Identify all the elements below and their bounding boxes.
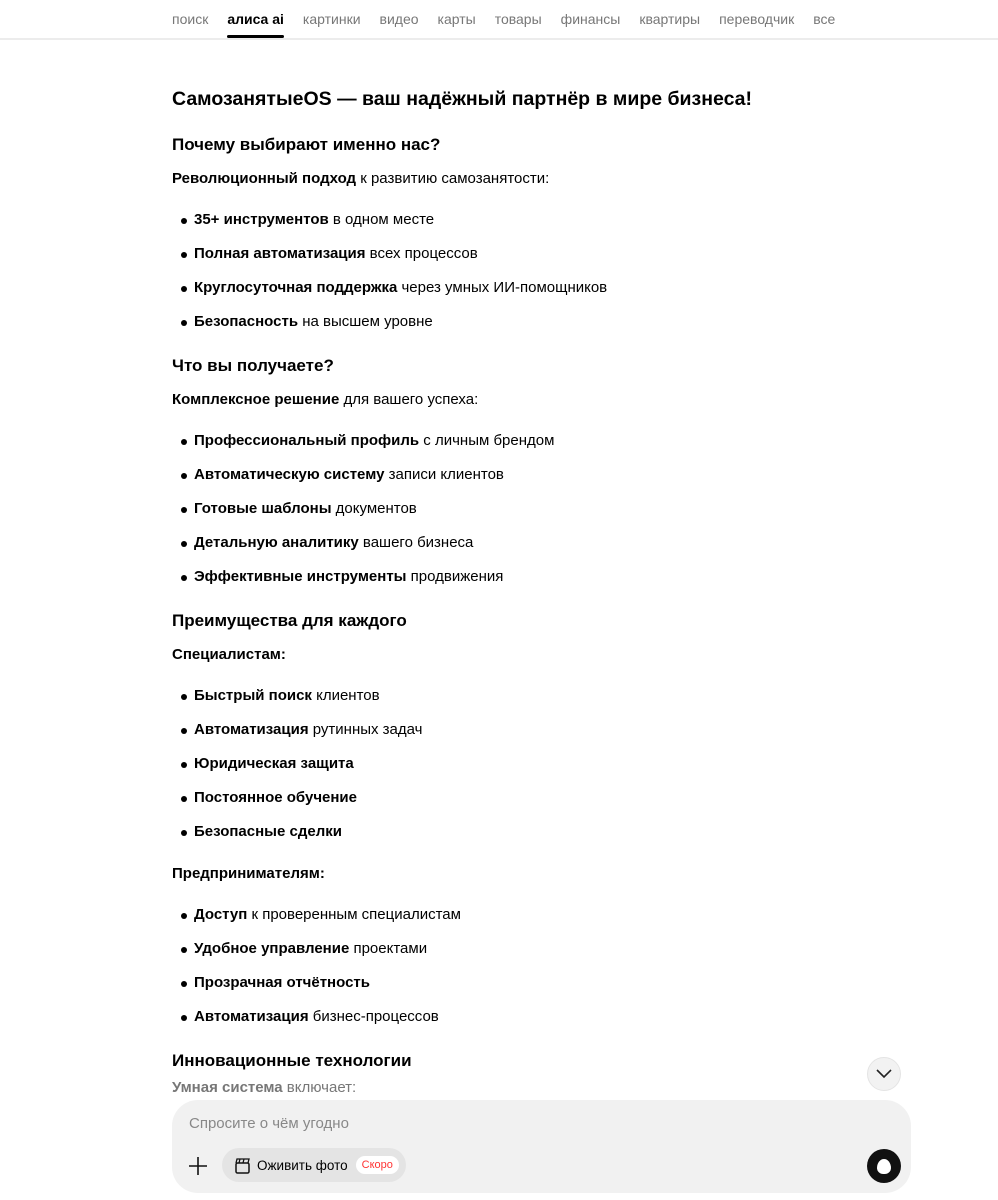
animate-photo-button[interactable]: Оживить фото Скоро xyxy=(222,1148,406,1182)
item-text: к проверенным специалистам xyxy=(247,906,461,923)
bullet-list xyxy=(172,679,872,849)
item-bold: Безопасность xyxy=(194,313,299,330)
item-text: бизнес-процессов xyxy=(308,1008,439,1025)
list-item xyxy=(172,781,872,815)
section-heading: Преимущества для каждого xyxy=(172,611,407,630)
section-heading: Инновационные технологии xyxy=(172,1051,412,1070)
item-text: проектами xyxy=(349,940,428,957)
list-item xyxy=(172,713,872,747)
item-bold: Быстрый поиск xyxy=(194,687,312,704)
list-item xyxy=(172,747,872,781)
nav-tab[interactable]: переводчик xyxy=(719,11,795,27)
list-item xyxy=(172,932,872,966)
list-item xyxy=(172,898,872,932)
item-bold: Профессиональный профиль xyxy=(194,432,420,449)
subheading-specialists: Специалистам: xyxy=(172,646,286,663)
item-bold: Готовые шаблоны xyxy=(194,500,332,517)
chat-composer xyxy=(172,1100,911,1193)
nav-tab[interactable]: алиса ai xyxy=(227,0,284,38)
list-item xyxy=(172,458,872,492)
alice-voice-button[interactable] xyxy=(867,1149,901,1183)
soon-badge: Скоро xyxy=(356,1156,399,1174)
section-intro: Революционный подход к развитию самозанятости: xyxy=(172,170,550,187)
chat-input[interactable]: Спросите о чём угодно xyxy=(189,1115,349,1132)
section-intro: Комплексное решение для вашего успеха: xyxy=(172,391,479,408)
item-bold: 35+ инструментов xyxy=(194,211,329,228)
list-item xyxy=(172,492,872,526)
bullet-list xyxy=(172,424,872,594)
item-text: клиентов xyxy=(311,687,380,704)
item-bold: Детальную аналитику xyxy=(194,534,359,551)
item-bold: Доступ xyxy=(194,906,248,923)
item-text: документов xyxy=(331,500,417,517)
section-intro: Умная система включает: xyxy=(172,1079,357,1096)
list-item xyxy=(172,966,872,1000)
scroll-down-button[interactable] xyxy=(867,1057,901,1091)
item-bold: Автоматическую систему xyxy=(194,466,385,483)
top-nav xyxy=(0,0,998,40)
clapperboard-icon xyxy=(234,1157,251,1174)
item-bold: Прозрачная отчётность xyxy=(194,974,370,991)
nav-tab[interactable]: товары xyxy=(494,11,542,27)
section-heading: Что вы получаете? xyxy=(172,356,334,375)
item-bold: Полная автоматизация xyxy=(194,245,366,262)
nav-tab[interactable]: все xyxy=(813,11,836,27)
list-item xyxy=(172,237,872,271)
item-text: всех процессов xyxy=(365,245,478,262)
list-item xyxy=(172,526,872,560)
list-item xyxy=(172,203,872,237)
plus-icon[interactable] xyxy=(188,1156,208,1176)
item-text: через умных ИИ-помощников xyxy=(397,279,608,296)
item-bold: Безопасные сделки xyxy=(194,823,342,840)
item-bold: Постоянное обучение xyxy=(194,789,357,806)
item-bold: Круглосуточная поддержка xyxy=(194,279,398,296)
chevron-down-icon xyxy=(876,1069,892,1079)
item-text: в одном месте xyxy=(328,211,435,228)
nav-tab[interactable]: финансы xyxy=(560,11,621,27)
nav-tab[interactable]: квартиры xyxy=(639,11,701,27)
item-text: вашего бизнеса xyxy=(358,534,474,551)
list-item xyxy=(172,815,872,849)
item-text: с личным брендом xyxy=(419,432,555,449)
bullet-list xyxy=(172,898,872,1034)
item-text: продвижения xyxy=(406,568,504,585)
nav-tab[interactable]: видео xyxy=(379,11,419,27)
item-text: записи клиентов xyxy=(384,466,504,483)
list-item xyxy=(172,560,872,594)
subheading-entrepreneurs: Предпринимателям: xyxy=(172,865,325,882)
item-text: рутинных задач xyxy=(308,721,423,738)
list-item xyxy=(172,305,872,339)
list-item xyxy=(172,271,872,305)
nav-tab[interactable]: картинки xyxy=(302,11,361,27)
item-bold: Эффективные инструменты xyxy=(194,568,407,585)
list-item xyxy=(172,679,872,713)
answer-title: СамозанятыеOS — ваш надёжный партнёр в мире бизнеса! xyxy=(172,88,753,110)
nav-tab[interactable]: поиск xyxy=(172,11,209,27)
list-item xyxy=(172,1000,872,1034)
item-bold: Юридическая защита xyxy=(194,755,354,772)
bullet-list xyxy=(172,203,872,339)
nav-tab[interactable]: карты xyxy=(437,11,476,27)
item-bold: Автоматизация xyxy=(194,1008,309,1025)
item-text: на высшем уровне xyxy=(298,313,433,330)
item-bold: Удобное управление xyxy=(194,940,350,957)
section-heading: Почему выбирают именно нас? xyxy=(172,135,441,154)
alice-icon xyxy=(877,1159,891,1174)
answer-content xyxy=(172,77,872,1098)
list-item xyxy=(172,424,872,458)
item-bold: Автоматизация xyxy=(194,721,309,738)
